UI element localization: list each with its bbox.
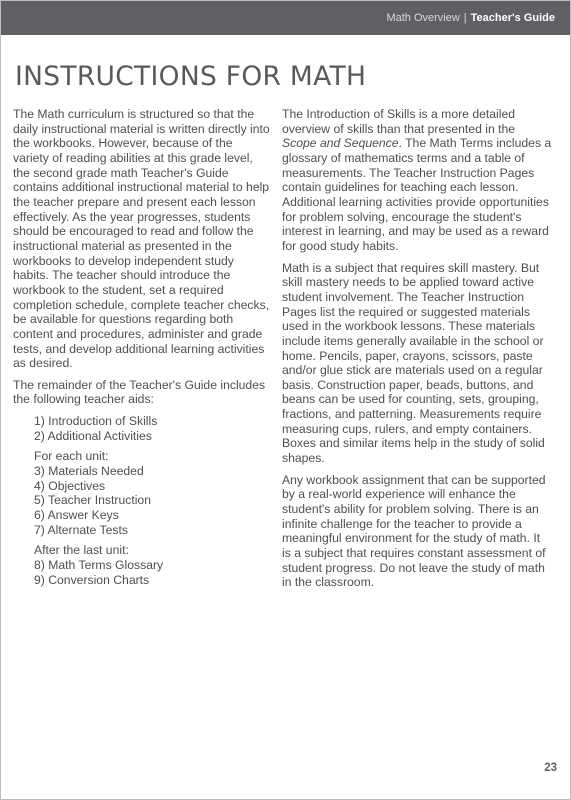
list-item: 1) Introduction of Skills [34,414,158,429]
list-item: 8) Math Terms Glossary [34,558,164,573]
header-separator: | [463,12,467,24]
aids-general-list [13,414,271,443]
teacher-aids-intro: The remainder of the Teacher's Guide includes the following teacher aids: [13,377,266,407]
header-section: Math Overview [386,12,460,24]
skills-paragraph-start: The Introduction of Skills is a more detailed overview of skills than that presented in the [282,107,516,136]
list-item: 2) Additional Activities [34,428,152,443]
real-world-paragraph: Any workbook assignment that can be supported by a real-world experience will enhance the student's ability for problem solving. There is an infinite challenge for the teacher to provide a meaningful environment for the study of math. It is a subject that requires constant assessment of student progress. Do not leave the study of math in the classroom. [282,472,546,590]
page-title: INSTRUCTIONS FOR MATH [15,61,367,92]
intro-paragraph: The Math curriculum is structured so that the daily instructional material is written directly into the workbooks. However, because of the variety of reading abilities at this grade level, the second grade math Teacher's Guide contains additional instructional material to help the teacher prepare and present each lesson effectively. As the year progresses, students should be encouraged to read and follow the instructional material as presented in the workbooks to develop independent study habits. The teacher should introduce the workbook to the student, set a required completion schedule, complete teacher checks, be available for questions regarding both content and procedures, administer and grade tests, and develop additional learning activities as desired. [13,107,270,371]
list-item: 7) Alternate Tests [34,522,128,537]
page-number: 23 [544,762,557,774]
list-item: 5) Teacher Instruction [34,493,151,508]
each-unit-label: For each unit: [34,449,109,464]
header-guide: Teacher's Guide [470,12,555,24]
aids-each-unit-list [13,464,271,537]
after-last-unit-label: After the last unit: [34,543,129,558]
list-item: 9) Conversion Charts [34,572,150,587]
running-header [386,12,555,24]
right-column [282,107,552,597]
left-column [13,107,271,593]
list-item: 6) Answer Keys [34,508,119,523]
list-item: 4) Objectives [34,478,106,493]
scope-and-sequence-title: Scope and Sequence [282,136,399,151]
skills-paragraph-end: . The Math Terms includes a glossary of mathematics terms and a table of measurements. The Teacher Instruction Pages contain guidelines for teaching each lesson. Additional learning activities provide opportunities for problem solving, encourage the student's interest in learning, and may be used as a reward for good study habits. [282,136,552,253]
list-item: 3) Materials Needed [34,464,144,479]
header-bar [1,1,570,35]
skill-mastery-paragraph: Math is a subject that requires skill mastery. But skill mastery needs to be applied toward active student involvement. The Teacher Instruction Pages list the required or suggested materials used in the workbook lessons. These materials include items generally available in the school or home. Pencils, paper, crayons, scissors, paste and/or glue stick are materials used on a regular basis. Construction paper, beads, buttons, and beans can be used for counting, sets, grouping, fractions, and patterning. Measurements require measuring cups, rulers, and empty containers. Boxes and similar items help in the study of solid shapes. [282,260,545,466]
aids-after-last-list [13,558,271,587]
skills-paragraph [282,107,552,254]
